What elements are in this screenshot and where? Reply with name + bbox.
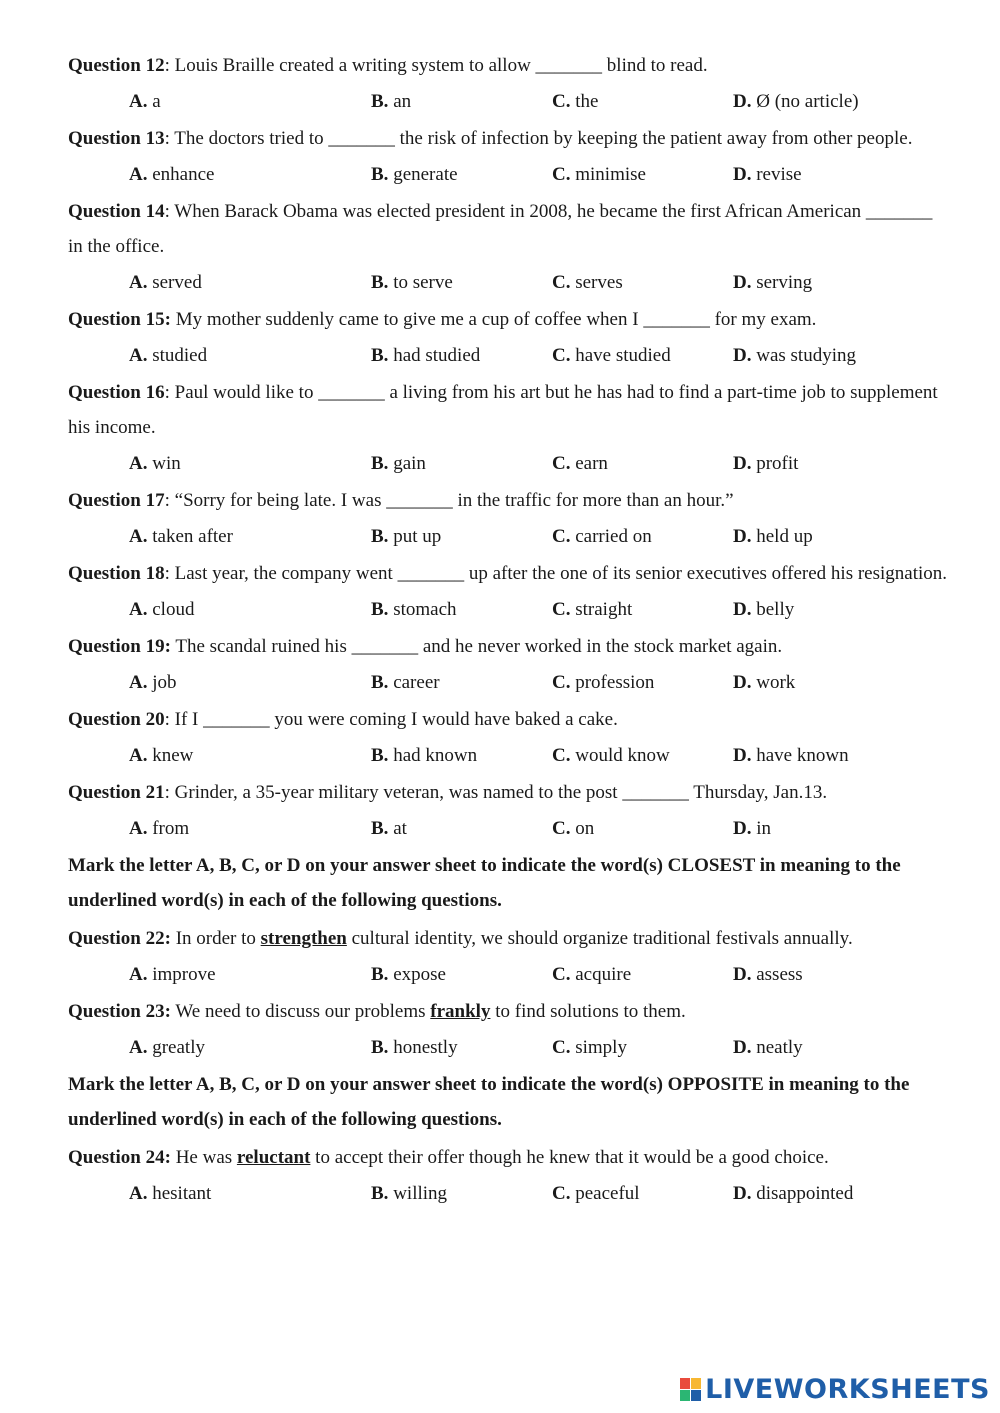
option-a[interactable]: A. taken after — [129, 526, 233, 547]
question-block — [68, 556, 948, 629]
option-c[interactable]: C. straight — [552, 599, 633, 620]
option-d[interactable]: D. held up — [733, 526, 813, 547]
options-row — [68, 156, 948, 194]
option-c[interactable]: C. peaceful — [552, 1183, 640, 1204]
option-a[interactable]: A. cloud — [129, 599, 195, 620]
question-label: Question 19: — [68, 636, 171, 657]
option-b[interactable]: B. expose — [371, 964, 446, 985]
question-text: Question 22: In order to strengthen cultural identity, we should organize traditional festivals annually. — [68, 928, 853, 949]
option-a[interactable]: A. hesitant — [129, 1183, 212, 1204]
liveworksheets-logo — [680, 1374, 990, 1405]
options-row — [68, 664, 948, 702]
options-row — [68, 1029, 948, 1067]
logo-square — [680, 1378, 690, 1389]
logo-text: LIVEWORKSHEETS — [705, 1374, 990, 1405]
question-text: Question 17: “Sorry for being late. I was _______ in the traffic for more than an hour.” — [68, 490, 734, 511]
option-d[interactable]: D. assess — [733, 964, 803, 985]
option-d[interactable]: D. Ø (no article) — [733, 91, 859, 112]
option-c[interactable]: C. would know — [552, 745, 670, 766]
option-c[interactable]: C. carried on — [552, 526, 652, 547]
question-text: Question 20: If I _______ you were coming I would have baked a cake. — [68, 709, 618, 730]
question-block — [68, 302, 948, 375]
instruction-opposite: Mark the letter A, B, C, or D on your answer sheet to indicate the word(s) OPPOSITE in meaning to the underlined word(s) in each of the following questions. — [68, 1074, 910, 1130]
option-a[interactable]: A. improve — [129, 964, 216, 985]
option-b[interactable]: B. put up — [371, 526, 442, 547]
option-d[interactable]: D. in — [733, 818, 772, 839]
option-b[interactable]: B. to serve — [371, 272, 453, 293]
question-list — [68, 48, 948, 848]
question-text: Question 13: The doctors tried to _______ the risk of infection by keeping the patient away from other people. — [68, 128, 913, 149]
question-block — [68, 194, 948, 302]
option-a[interactable]: A. greatly — [129, 1037, 205, 1058]
question-text: Question 24: He was reluctant to accept their offer though he knew that it would be a good choice. — [68, 1147, 829, 1168]
options-row — [68, 264, 948, 302]
question-block — [68, 483, 948, 556]
question-22 — [68, 921, 948, 994]
instruction-closest: Mark the letter A, B, C, or D on your answer sheet to indicate the word(s) CLOSEST in meaning to the underlined word(s) in each of the following questions. — [68, 855, 901, 911]
logo-square — [691, 1390, 701, 1401]
question-label: Question 13 — [68, 128, 165, 149]
option-d[interactable]: D. belly — [733, 599, 795, 620]
question-text: Question 18: Last year, the company went _______ up after the one of its senior executives offered his resignation. — [68, 563, 948, 584]
option-d[interactable]: D. was studying — [733, 345, 856, 366]
option-c[interactable]: C. profession — [552, 672, 655, 693]
option-c[interactable]: C. simply — [552, 1037, 627, 1058]
option-c[interactable]: C. the — [552, 91, 599, 112]
option-c[interactable]: C. have studied — [552, 345, 671, 366]
option-b[interactable]: B. gain — [371, 453, 426, 474]
question-text: Question 21: Grinder, a 35-year military veteran, was named to the post _______ Thursday, Jan.13. — [68, 782, 828, 803]
options-row — [68, 591, 948, 629]
option-b[interactable]: B. honestly — [371, 1037, 458, 1058]
options-row — [68, 83, 948, 121]
option-d[interactable]: D. have known — [733, 745, 849, 766]
question-label: Question 12 — [68, 55, 165, 76]
option-b[interactable]: B. at — [371, 818, 407, 839]
option-c[interactable]: C. acquire — [552, 964, 632, 985]
question-text: Question 16: Paul would like to _______ a living from his art but he has had to find a part-time job to supplement his income. — [68, 382, 938, 438]
option-b[interactable]: B. had studied — [371, 345, 481, 366]
worksheet-page — [68, 48, 948, 1213]
underlined-word: strengthen — [260, 928, 347, 949]
option-c[interactable]: C. on — [552, 818, 595, 839]
question-block — [68, 702, 948, 775]
options-row — [68, 956, 948, 994]
question-text: Question 15: My mother suddenly came to give me a cup of coffee when I _______ for my exam. — [68, 309, 817, 330]
option-a[interactable]: A. enhance — [129, 164, 215, 185]
question-text: Question 23: We need to discuss our problems frankly to find solutions to them. — [68, 1001, 686, 1022]
question-label: Question 16 — [68, 382, 165, 403]
question-23 — [68, 994, 948, 1067]
underlined-word: frankly — [430, 1001, 491, 1022]
options-row — [68, 337, 948, 375]
question-block — [68, 629, 948, 702]
option-a[interactable]: A. studied — [129, 345, 208, 366]
question-block — [68, 121, 948, 194]
question-label: Question 20 — [68, 709, 165, 730]
option-a[interactable]: A. from — [129, 818, 190, 839]
options-row — [68, 518, 948, 556]
option-d[interactable]: D. disappointed — [733, 1183, 854, 1204]
option-c[interactable]: C. earn — [552, 453, 608, 474]
logo-icon — [680, 1378, 701, 1401]
question-label: Question 24: — [68, 1147, 171, 1168]
logo-square — [680, 1390, 690, 1401]
option-b[interactable]: B. an — [371, 91, 412, 112]
options-row — [68, 737, 948, 775]
option-c[interactable]: C. minimise — [552, 164, 646, 185]
question-label: Question 14 — [68, 201, 165, 222]
option-a[interactable]: A. win — [129, 453, 181, 474]
question-label: Question 23: — [68, 1001, 171, 1022]
logo-square — [691, 1378, 701, 1389]
options-row — [68, 1175, 948, 1213]
option-b[interactable]: B. stomach — [371, 599, 457, 620]
options-row — [68, 810, 948, 848]
underlined-word: reluctant — [236, 1147, 311, 1168]
option-b[interactable]: B. had known — [371, 745, 478, 766]
option-d[interactable]: D. serving — [733, 272, 813, 293]
option-b[interactable]: B. willing — [371, 1183, 448, 1204]
option-a[interactable]: A. a — [129, 91, 161, 112]
option-b[interactable]: B. generate — [371, 164, 458, 185]
question-block — [68, 775, 948, 848]
question-text: Question 14: When Barack Obama was elected president in 2008, he became the first African American _______ in the office. — [68, 201, 933, 257]
option-a[interactable]: A. job — [129, 672, 177, 693]
option-d[interactable]: D. profit — [733, 453, 799, 474]
question-text: Question 19: The scandal ruined his _______ and he never worked in the stock market again. — [68, 636, 783, 657]
question-block — [68, 48, 948, 121]
option-d[interactable]: D. work — [733, 672, 796, 693]
question-label: Question 21 — [68, 782, 165, 803]
question-label: Question 22: — [68, 928, 171, 949]
question-label: Question 17 — [68, 490, 165, 511]
option-d[interactable]: D. neatly — [733, 1037, 803, 1058]
question-label: Question 18 — [68, 563, 165, 584]
options-row — [68, 445, 948, 483]
option-b[interactable]: B. career — [371, 672, 440, 693]
option-d[interactable]: D. revise — [733, 164, 802, 185]
option-c[interactable]: C. serves — [552, 272, 623, 293]
option-a[interactable]: A. knew — [129, 745, 194, 766]
question-24 — [68, 1140, 948, 1213]
question-label: Question 15: — [68, 309, 171, 330]
question-text: Question 12: Louis Braille created a writing system to allow _______ blind to read. — [68, 55, 708, 76]
option-a[interactable]: A. served — [129, 272, 202, 293]
question-block — [68, 375, 948, 483]
